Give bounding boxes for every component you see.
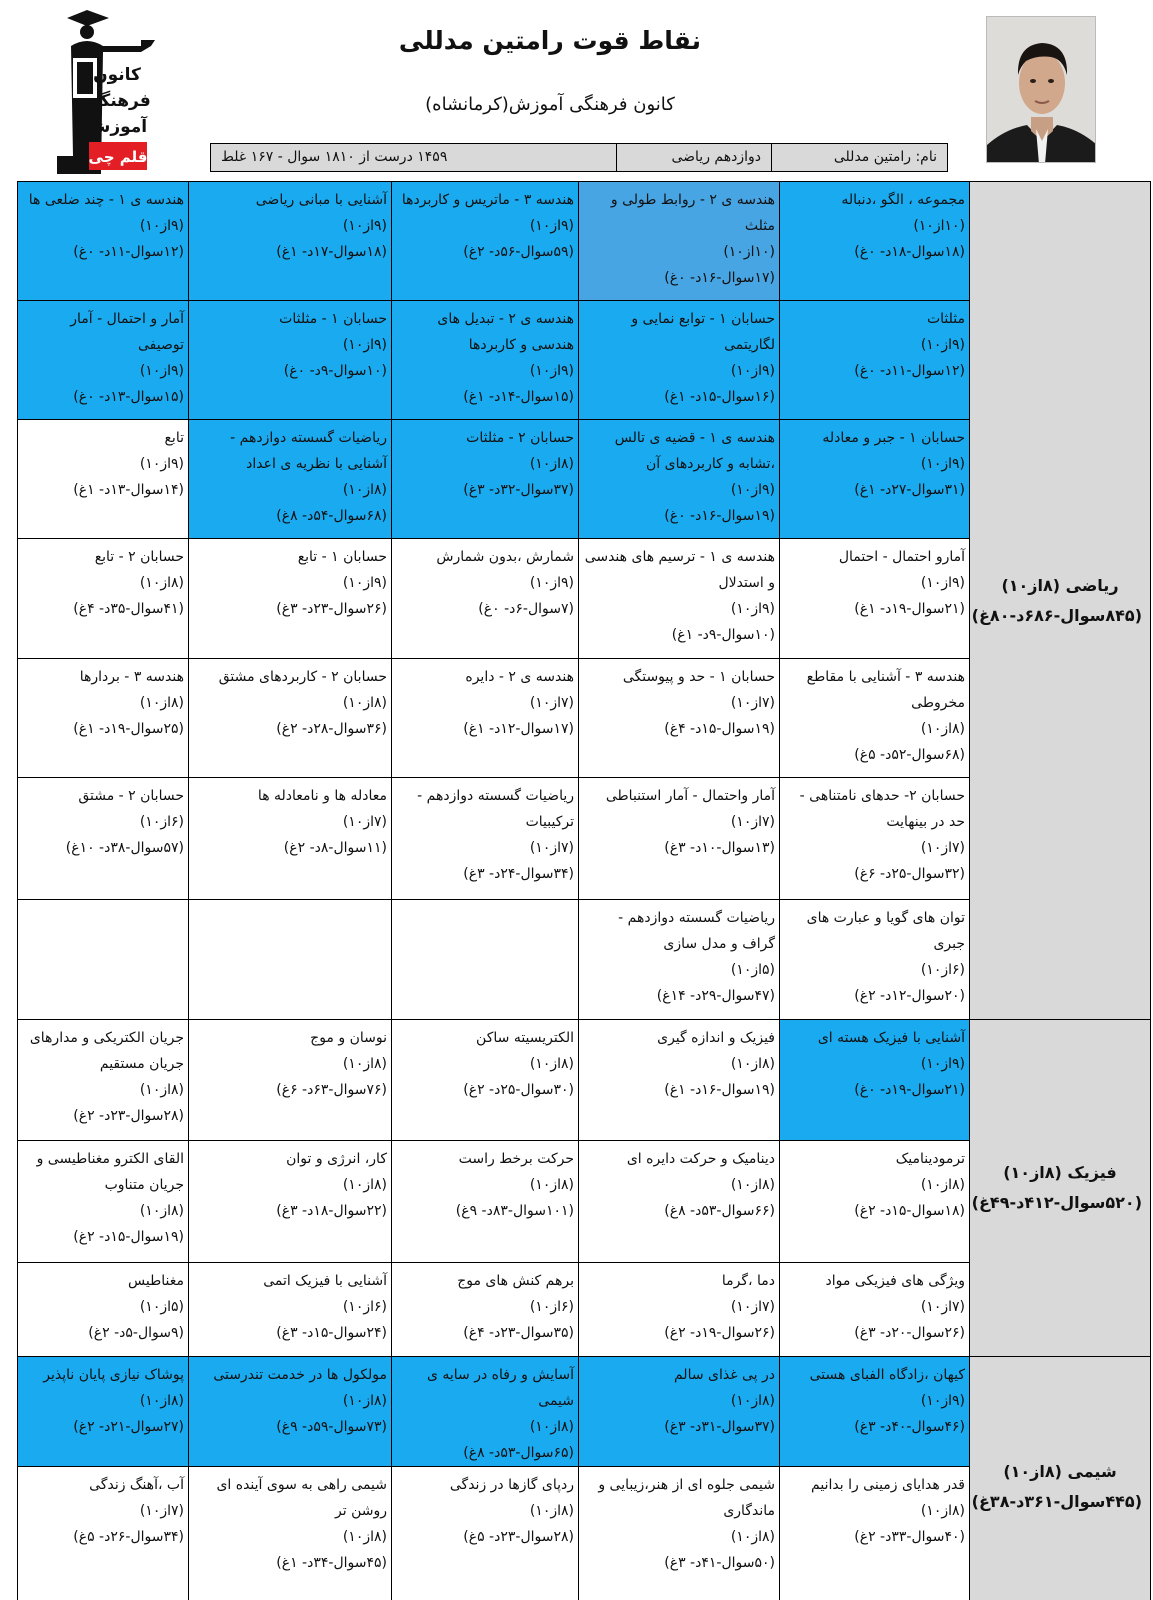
student-grade: دوازدهم ریاضی (616, 144, 771, 171)
topic-cell (18, 1141, 189, 1263)
student-photo-image (987, 17, 1096, 163)
page-subtitle: کانون فرهنگی آموزش(کرمانشاه) (425, 94, 675, 115)
svg-text:قلم چی: قلم چی (88, 148, 148, 166)
topic-stats: (۱۹سوال-۱۶د- ۰غ) (664, 508, 775, 524)
topic-name: ردپای گازها در زندگی (449, 1477, 574, 1493)
topic-name: هندسه ی ۱ - ترسیم های هندسی و استدلال (584, 549, 775, 591)
topic-cell (579, 182, 780, 301)
topic-stats: (۷سوال-۶د- ۰غ) (478, 601, 574, 617)
student-name: نام: رامتین مدللی (771, 144, 947, 171)
topic-cell (392, 420, 579, 539)
topic-name: حسابان ۱ - مثلثات (279, 311, 387, 327)
topic-name: آشنایی با فیزیک هسته ای (817, 1030, 965, 1046)
topic-score: (۹از۱۰) (342, 337, 387, 353)
strengths-table-body (18, 182, 1151, 1600)
topic-name: ترمودینامیک (895, 1151, 965, 1167)
topic-cell (189, 659, 392, 778)
topic-cell (579, 778, 780, 900)
topic-cell (392, 1141, 579, 1263)
topic-score: (۹از۱۰) (920, 337, 965, 353)
topic-name: آشنایی با مبانی ریاضی (255, 192, 387, 208)
topic-score: (۷از۱۰) (529, 695, 574, 711)
topic-score: (۶از۱۰) (139, 814, 184, 830)
topic-cell (189, 1467, 392, 1600)
topic-name: آشنایی با فیزیک اتمی (263, 1273, 387, 1289)
topic-name: آمارو احتمال - احتمال (838, 549, 965, 565)
topic-stats: (۳۷سوال-۳۱د- ۳غ) (664, 1419, 775, 1435)
topic-stats: (۳۲سوال-۲۵د- ۶غ) (854, 866, 965, 882)
topic-cell (392, 900, 579, 1020)
topic-cell (579, 900, 780, 1020)
topic-stats: (۱۷سوال-۱۲د- ۱غ) (463, 721, 574, 737)
topic-stats: (۳۱سوال-۲۷د- ۱غ) (854, 482, 965, 498)
topic-score: (۷از۱۰) (730, 1299, 775, 1315)
topic-name: پوشاک نیازی پایان ناپذیر (43, 1367, 184, 1383)
topic-name: برهم کنش های موج (457, 1273, 574, 1289)
topic-name: فیزیک و اندازه گیری (657, 1030, 775, 1046)
topic-stats: (۶۶سوال-۵۳د- ۸غ) (664, 1203, 775, 1219)
topic-score: (۹از۱۰) (529, 218, 574, 234)
topic-score: (۸از۱۰) (139, 1203, 184, 1219)
topic-stats: (۴۷سوال-۲۹د- ۱۴غ) (656, 988, 775, 1004)
topic-cell (780, 1467, 970, 1600)
topic-score: (۷از۱۰) (342, 814, 387, 830)
topic-score: (۸از۱۰) (139, 575, 184, 591)
topic-score: (۹از۱۰) (730, 363, 775, 379)
topic-score: (۶از۱۰) (342, 1299, 387, 1315)
topic-score: (۹از۱۰) (139, 363, 184, 379)
topic-name: القای الکترو مغناطیسی و جریان متناوب (36, 1151, 184, 1193)
topic-score: (۸از۱۰) (730, 1393, 775, 1409)
topic-stats: (۵۹سوال-۵۶د- ۲غ) (463, 244, 574, 260)
topic-cell (189, 1357, 392, 1467)
topic-cell (780, 659, 970, 778)
topic-name: حسابان ۱ - تابع (297, 549, 387, 565)
topic-name: مثلثات (926, 311, 965, 327)
topic-stats: (۲۵سوال-۱۹د- ۱غ) (73, 721, 184, 737)
topic-stats: (۱۵سوال-۱۳د- ۰غ) (73, 389, 184, 405)
topic-name: کیهان ،زادگاه الفبای هستی (809, 1367, 965, 1383)
topic-row (18, 182, 1151, 301)
topic-stats: (۱۴سوال-۱۳د- ۱غ) (73, 482, 184, 498)
topic-stats: (۱۹سوال-۱۵د- ۲غ) (73, 1229, 184, 1245)
topic-name: ریاضیات گسسته دوازدهم - ترکیبیات (417, 788, 574, 830)
topic-score: (۸از۱۰) (139, 1082, 184, 1098)
topic-stats: (۲۶سوال-۱۹د- ۲غ) (664, 1325, 775, 1341)
topic-score: (۷از۱۰) (139, 1503, 184, 1519)
topic-name: آمار واحتمال - آمار استنباطی (605, 788, 775, 804)
topic-name: شیمی راهی به سوی آینده ای روشن تر (216, 1477, 387, 1519)
topic-name: شمارش ،بدون شمارش (436, 549, 574, 565)
subject-summary-cell: فیزیک (۸از۱۰) (۵۲۰سوال-۴۱۲د-۴۹غ) (970, 1020, 1151, 1357)
topic-name: تابع (164, 430, 184, 446)
topic-cell (189, 420, 392, 539)
topic-cell (392, 1020, 579, 1141)
topic-name: حسابان ۲ - کاربردهای مشتق (218, 669, 387, 685)
topic-name: آسایش و رفاه در سایه ی شیمی (426, 1367, 574, 1409)
topic-name: قدر هدایای زمینی را بدانیم (811, 1477, 965, 1493)
topic-cell (18, 1467, 189, 1600)
topic-score: (۸از۱۰) (920, 721, 965, 737)
topic-stats: (۳۶سوال-۲۸د- ۲غ) (276, 721, 387, 737)
topic-stats: (۱۹سوال-۱۵د- ۴غ) (664, 721, 775, 737)
topic-stats: (۲۰سوال-۱۲د- ۲غ) (854, 988, 965, 1004)
topic-score: (۷از۱۰) (730, 695, 775, 711)
topic-score: (۸از۱۰) (730, 1056, 775, 1072)
topic-cell (392, 182, 579, 301)
topic-stats: (۱۶سوال-۱۵د- ۱غ) (664, 389, 775, 405)
topic-cell (579, 1467, 780, 1600)
student-photo (986, 16, 1096, 163)
topic-name: ریاضیات گسسته دوازدهم - آشنایی با نظریه ی اعداد (230, 430, 387, 472)
topic-score: (۸از۱۰) (730, 1177, 775, 1193)
topic-name: هندسه ۳ - ماتریس و کاربردها (401, 192, 574, 208)
topic-score: (۸از۱۰) (529, 1503, 574, 1519)
topic-name: هندسه ی ۲ - دایره (465, 669, 574, 685)
topic-stats: (۴۱سوال-۳۵د- ۴غ) (73, 601, 184, 617)
topic-name: حسابان ۱ - جبر و معادله (822, 430, 965, 446)
topic-cell (189, 1263, 392, 1357)
topic-score: (۵از۱۰) (730, 962, 775, 978)
topic-stats: (۱۸سوال-۱۷د- ۱غ) (276, 244, 387, 260)
overall-summary: ۱۴۵۹ درست از ۱۸۱۰ سوال - ۱۶۷ غلط (221, 149, 448, 165)
subject-summary-cell: ریاضی (۸از۱۰) (۸۴۵سوال-۶۸۶د-۸۰غ) (970, 182, 1151, 1020)
topic-cell (189, 1141, 392, 1263)
topic-name: حسابان ۲- حدهای نامتناهی - حد در بینهایت (799, 788, 965, 830)
topic-name: جریان الکتریکی و مدارهای جریان مستقیم (29, 1030, 184, 1072)
topic-name: الکتریسیته ساکن (476, 1030, 574, 1046)
topic-score: (۸از۱۰) (529, 1056, 574, 1072)
topic-score: (۹از۱۰) (139, 218, 184, 234)
student-info-bar (210, 143, 948, 172)
topic-cell (392, 539, 579, 659)
topic-score: (۹از۱۰) (139, 456, 184, 472)
topic-cell (780, 301, 970, 420)
topic-stats: (۲۸سوال-۲۳د- ۵غ) (463, 1529, 574, 1545)
topic-name: حسابان ۲ - تابع (94, 549, 184, 565)
topic-score: (۹از۱۰) (920, 1056, 965, 1072)
topic-stats: (۳۰سوال-۲۵د- ۲غ) (463, 1082, 574, 1098)
topic-stats: (۴۶سوال-۴۰د- ۳غ) (854, 1419, 965, 1435)
topic-cell (392, 301, 579, 420)
topic-cell (780, 420, 970, 539)
topic-name: نوسان و موج (310, 1030, 387, 1046)
topic-stats: (۲۷سوال-۲۱د- ۲غ) (73, 1419, 184, 1435)
topic-score: (۸از۱۰) (920, 1177, 965, 1193)
topic-stats: (۷۳سوال-۵۹د- ۹غ) (276, 1419, 387, 1435)
topic-score: (۹از۱۰) (920, 456, 965, 472)
topic-name: شیمی جلوه ای از هنر،زیبایی و ماندگاری (598, 1477, 775, 1519)
topic-name: هندسه ی ۲ - روابط طولی و مثلث (610, 192, 775, 234)
topic-stats: (۱۲سوال-۱۱د- ۰غ) (854, 363, 965, 379)
topic-cell (579, 420, 780, 539)
topic-score: (۹از۱۰) (529, 363, 574, 379)
topic-stats: (۲۲سوال-۱۸د- ۳غ) (276, 1203, 387, 1219)
topic-score: (۱۰از۱۰) (723, 244, 775, 260)
topic-cell (780, 1263, 970, 1357)
topic-cell (18, 659, 189, 778)
topic-cell (579, 539, 780, 659)
topic-score: (۸از۱۰) (342, 1393, 387, 1409)
topic-name: دما ،گرما (721, 1273, 775, 1289)
topic-stats: (۱۷سوال-۱۶د- ۰غ) (664, 270, 775, 286)
topic-stats: (۲۱سوال-۱۹د- ۱غ) (854, 601, 965, 617)
topic-cell (18, 182, 189, 301)
topic-cell (189, 301, 392, 420)
topic-score: (۸از۱۰) (920, 1503, 965, 1519)
page-title: نقاط قوت رامتین مدللی (398, 26, 702, 55)
topic-cell (392, 778, 579, 900)
topic-stats: (۱۵سوال-۱۴د- ۱غ) (463, 389, 574, 405)
topic-cell (780, 539, 970, 659)
topic-score: (۹از۱۰) (920, 575, 965, 591)
topic-name: حرکت برخط راست (458, 1151, 574, 1167)
topic-cell (579, 1141, 780, 1263)
topic-score: (۸از۱۰) (342, 482, 387, 498)
topic-name: دینامیک و حرکت دایره ای (626, 1151, 775, 1167)
topic-stats: (۲۶سوال-۲۳د- ۳غ) (276, 601, 387, 617)
topic-name: حسابان ۲ - مشتق (78, 788, 184, 804)
topic-name: ویژگی های فیزیکی مواد (825, 1273, 965, 1289)
svg-text:کانون: کانون (93, 65, 141, 85)
topic-row (18, 1020, 1151, 1141)
strengths-table (17, 181, 1151, 1600)
topic-name: هندسه ۳ - آشنایی با مقاطع مخروطی (806, 669, 965, 711)
topic-name: هندسه ی ۱ - قضیه ی تالس ،تشابه و کاربردهای آن (614, 430, 775, 472)
topic-name: حسابان ۱ - توابع نمایی و لگاریتمی (631, 311, 775, 353)
topic-name: هندسه ی ۲ - تبدیل های هندسی و کاربردها (437, 311, 574, 353)
topic-score: (۷از۱۰) (920, 840, 965, 856)
topic-name: آب ،آهنگ زندگی (89, 1477, 184, 1493)
topic-cell (780, 1020, 970, 1141)
topic-row (18, 1357, 1151, 1467)
topic-cell (780, 1357, 970, 1467)
topic-cell (780, 1141, 970, 1263)
topic-name: در پی غذای سالم (673, 1367, 775, 1383)
topic-score: (۸از۱۰) (342, 1177, 387, 1193)
topic-score: (۶از۱۰) (529, 1299, 574, 1315)
topic-score: (۷از۱۰) (529, 840, 574, 856)
topic-score: (۸از۱۰) (342, 1529, 387, 1545)
topic-cell (579, 659, 780, 778)
topic-stats: (۶۸سوال-۵۲د- ۵غ) (854, 747, 965, 763)
topic-cell (18, 778, 189, 900)
topic-name: مولکول ها در خدمت تندرستی (213, 1367, 387, 1383)
topic-stats: (۹سوال-۵د- ۲غ) (88, 1325, 184, 1341)
svg-text:آموزش: آموزش (86, 117, 148, 137)
topic-score: (۱۰از۱۰) (913, 218, 965, 234)
topic-name: مغناطیس (128, 1273, 184, 1289)
topic-name: هندسه ی ۱ - چند ضلعی ها (28, 192, 184, 208)
topic-cell (18, 301, 189, 420)
topic-cell (18, 900, 189, 1020)
topic-stats: (۶۵سوال-۵۳د- ۸غ) (463, 1445, 574, 1461)
kanoon-logo (53, 6, 171, 174)
svg-text:فرهنگی: فرهنگی (83, 91, 151, 111)
topic-cell (189, 182, 392, 301)
topic-score: (۸از۱۰) (139, 695, 184, 711)
topic-name: توان های گویا و عبارت های جبری (806, 910, 965, 952)
topic-cell (189, 778, 392, 900)
topic-score: (۹از۱۰) (342, 575, 387, 591)
kanoon-logo-graphic (53, 6, 171, 174)
topic-cell (18, 1357, 189, 1467)
topic-stats: (۱۰سوال-۹د- ۰غ) (283, 363, 387, 379)
topic-score: (۹از۱۰) (342, 218, 387, 234)
topic-cell (392, 1357, 579, 1467)
topic-name: هندسه ۳ - بردارها (79, 669, 184, 685)
topic-cell (579, 1263, 780, 1357)
topic-score: (۸از۱۰) (730, 1529, 775, 1545)
topic-stats: (۱۲سوال-۱۱د- ۰غ) (73, 244, 184, 260)
topic-stats: (۱۸سوال-۱۵د- ۲غ) (854, 1203, 965, 1219)
topic-name: آمار و احتمال - آمار توصیفی (70, 311, 184, 353)
topic-stats: (۳۵سوال-۲۳د- ۴غ) (463, 1325, 574, 1341)
topic-cell (780, 778, 970, 900)
topic-cell (392, 1263, 579, 1357)
topic-score: (۸از۱۰) (529, 1419, 574, 1435)
topic-cell (18, 420, 189, 539)
topic-score: (۸از۱۰) (139, 1393, 184, 1409)
topic-name: ریاضیات گسسته دوازدهم - گراف و مدل سازی (618, 910, 775, 952)
topic-name: حسابان ۲ - مثلثات (466, 430, 574, 446)
topic-stats: (۲۴سوال-۱۵د- ۳غ) (276, 1325, 387, 1341)
topic-stats: (۱۰۱سوال-۸۳د- ۹غ) (455, 1203, 574, 1219)
topic-score: (۸از۱۰) (342, 1056, 387, 1072)
topic-cell (780, 900, 970, 1020)
topic-score: (۶از۱۰) (920, 962, 965, 978)
topic-stats: (۷۶سوال-۶۳د- ۶غ) (276, 1082, 387, 1098)
topic-score: (۷از۱۰) (730, 814, 775, 830)
topic-cell (780, 182, 970, 301)
topic-cell (189, 1020, 392, 1141)
topic-score: (۹از۱۰) (730, 482, 775, 498)
topic-score: (۸از۱۰) (342, 695, 387, 711)
topic-stats: (۳۴سوال-۲۴د- ۳غ) (463, 866, 574, 882)
topic-stats: (۱۹سوال-۱۶د- ۱غ) (664, 1082, 775, 1098)
topic-stats: (۳۷سوال-۳۲د- ۳غ) (463, 482, 574, 498)
topic-stats: (۱۳سوال-۱۰د- ۳غ) (664, 840, 775, 856)
topic-stats: (۲۸سوال-۲۳د- ۲غ) (73, 1108, 184, 1124)
topic-cell (392, 1467, 579, 1600)
topic-stats: (۴۰سوال-۳۳د- ۲غ) (854, 1529, 965, 1545)
topic-score: (۹از۱۰) (529, 575, 574, 591)
topic-name: حسابان ۱ - حد و پیوستگی (622, 669, 775, 685)
topic-name: مجموعه ، الگو ،دنباله (841, 192, 965, 208)
topic-stats: (۱۱سوال-۸د- ۲غ) (283, 840, 387, 856)
topic-stats: (۲۶سوال-۲۰د- ۳غ) (854, 1325, 965, 1341)
topic-score: (۹از۱۰) (920, 1393, 965, 1409)
topic-cell (18, 1020, 189, 1141)
topic-cell (392, 659, 579, 778)
topic-stats: (۱۸سوال-۱۸د- ۰غ) (854, 244, 965, 260)
topic-stats: (۲۱سوال-۱۹د- ۰غ) (854, 1082, 965, 1098)
topic-name: کار، انرژی و توان (286, 1151, 387, 1167)
topic-cell (579, 1020, 780, 1141)
topic-cell (189, 900, 392, 1020)
topic-score: (۷از۱۰) (920, 1299, 965, 1315)
subject-summary-cell: شیمی (۸از۱۰) (۴۴۵سوال-۳۶۱د-۳۸غ) (970, 1357, 1151, 1600)
topic-score: (۸از۱۰) (529, 456, 574, 472)
topic-name: معادله ها و نامعادله ها (257, 788, 387, 804)
topic-cell (189, 539, 392, 659)
topic-cell (18, 539, 189, 659)
topic-stats: (۵۰سوال-۴۱د- ۳غ) (664, 1555, 775, 1571)
topic-score: (۸از۱۰) (529, 1177, 574, 1193)
topic-cell (579, 1357, 780, 1467)
topic-cell (18, 1263, 189, 1357)
topic-cell (579, 301, 780, 420)
topic-stats: (۶۸سوال-۵۴د- ۸غ) (276, 508, 387, 524)
topic-stats: (۴۵سوال-۳۴د- ۱غ) (276, 1555, 387, 1571)
topic-stats: (۵۷سوال-۳۸د- ۱۰غ) (65, 840, 184, 856)
topic-stats: (۳۴سوال-۲۶د- ۵غ) (73, 1529, 184, 1545)
topic-score: (۵از۱۰) (139, 1299, 184, 1315)
topic-score: (۹از۱۰) (730, 601, 775, 617)
topic-stats: (۱۰سوال-۹د- ۱غ) (671, 627, 775, 643)
